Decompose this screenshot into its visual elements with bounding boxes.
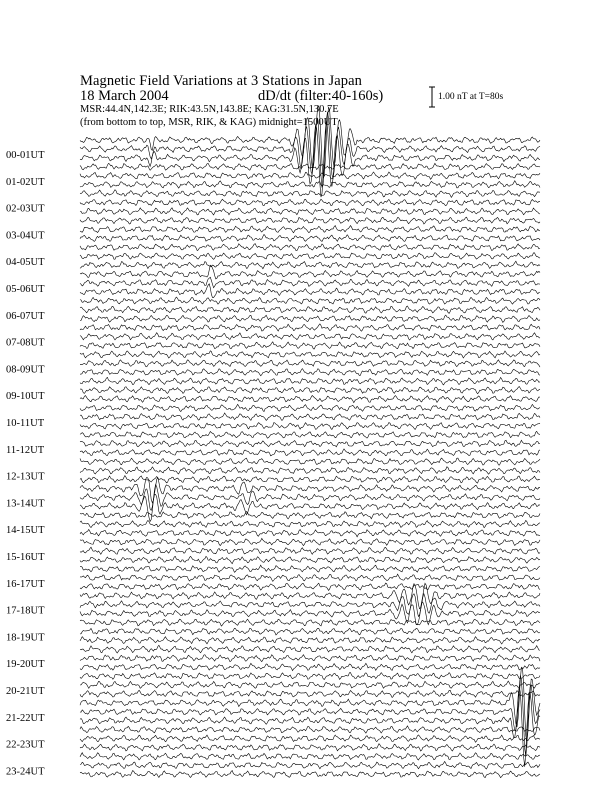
hour-label: 14-15UT	[6, 525, 45, 537]
trace-rik	[80, 253, 540, 260]
trace-kag	[80, 458, 540, 465]
hour-label: 13-14UT	[6, 498, 45, 510]
stations-label: MSR:44.4N,142.3E; RIK:43.5N,143.8E; KAG:31.5N,130.7E	[80, 104, 339, 115]
hour-label: 01-02UT	[6, 176, 45, 188]
trace-rik	[80, 681, 540, 688]
trace-msr	[80, 690, 540, 697]
trace-rik	[80, 306, 540, 313]
trace-rik	[80, 735, 540, 742]
trace-kag	[80, 244, 540, 251]
trace-msr	[80, 315, 540, 322]
trace-rik	[80, 277, 540, 287]
trace-kag	[80, 565, 540, 572]
hour-label: 09-10UT	[6, 391, 45, 403]
hour-label: 21-22UT	[6, 712, 45, 724]
hour-label: 10-11UT	[6, 418, 45, 429]
trace-kag	[80, 538, 540, 545]
trace-msr	[80, 583, 540, 590]
trace-msr	[80, 449, 540, 456]
trace-rik	[80, 520, 540, 527]
trace-rik	[80, 574, 540, 581]
trace-rik	[80, 762, 540, 770]
trace-kag	[80, 297, 540, 304]
trace-kag	[80, 753, 540, 760]
scale-label: 1.00 nT at T=80s	[438, 92, 504, 102]
trace-rik	[80, 485, 540, 511]
hour-label: 23-24UT	[6, 766, 45, 778]
trace-kag	[80, 404, 540, 411]
trace-rik	[80, 333, 540, 340]
hour-label: 04-05UT	[6, 257, 45, 269]
trace-kag	[80, 217, 540, 224]
hour-label: 03-04UT	[6, 230, 45, 242]
trace-rik	[80, 467, 540, 475]
date-label: 18 March 2004	[80, 88, 169, 104]
trace-kag	[80, 645, 540, 653]
trace-rik	[80, 112, 540, 188]
hour-label: 02-03UT	[6, 203, 45, 215]
hour-label: 20-21UT	[6, 686, 45, 697]
trace-rik	[80, 440, 540, 447]
hour-label: 18-19UT	[6, 632, 45, 644]
trace-msr	[80, 423, 540, 430]
order-note: (from bottom to top, MSR, RIK, & KAG) midnight=1500UT	[80, 117, 338, 128]
trace-kag	[80, 351, 540, 358]
hour-label: 16-17UT	[6, 578, 45, 590]
trace-msr	[80, 663, 540, 670]
trace-kag	[80, 377, 540, 385]
trace-msr	[80, 342, 540, 349]
trace-msr	[80, 396, 540, 403]
trace-kag	[80, 431, 540, 438]
trace-rik	[80, 360, 540, 367]
trace-rik	[80, 676, 540, 757]
trace-msr	[80, 208, 540, 215]
hour-label: 17-18UT	[6, 605, 45, 617]
trace-kag	[80, 265, 540, 279]
trace-kag	[80, 673, 540, 680]
trace-kag	[80, 619, 540, 626]
trace-kag	[80, 190, 540, 198]
hour-label: 07-08UT	[6, 337, 45, 349]
trace-msr	[80, 771, 540, 778]
hour-label: 15-16UT	[6, 552, 45, 563]
hour-label: 11-12UT	[6, 444, 45, 456]
trace-msr	[80, 261, 540, 269]
trace-msr	[80, 234, 540, 241]
hour-label: 08-09UT	[6, 364, 45, 376]
hour-label: 22-23UT	[6, 739, 45, 751]
component-label: dD/dt (filter:40-160s)	[258, 88, 384, 104]
trace-kag	[80, 726, 540, 733]
trace-rik	[80, 547, 540, 554]
trace-msr	[80, 529, 540, 536]
hour-label: 05-06UT	[6, 284, 45, 295]
trace-msr	[80, 556, 540, 563]
trace-msr	[80, 637, 540, 644]
trace-rik	[80, 628, 540, 635]
trace-rik	[80, 655, 540, 662]
chart-title: Magnetic Field Variations at 3 Stations in Japan	[80, 73, 363, 89]
trace-rik	[80, 387, 540, 394]
hour-label: 19-20UT	[6, 659, 45, 671]
trace-msr	[80, 369, 540, 376]
trace-rik	[80, 172, 540, 179]
hour-label: 00-01UT	[6, 150, 45, 161]
trace-rik	[80, 199, 540, 206]
hour-label: 12-13UT	[6, 471, 45, 483]
trace-kag	[80, 324, 540, 331]
trace-rik	[80, 226, 540, 233]
hour-label: 06-07UT	[6, 310, 45, 322]
trace-msr	[80, 744, 540, 751]
trace-kag	[80, 667, 540, 741]
trace-rik	[80, 413, 540, 420]
